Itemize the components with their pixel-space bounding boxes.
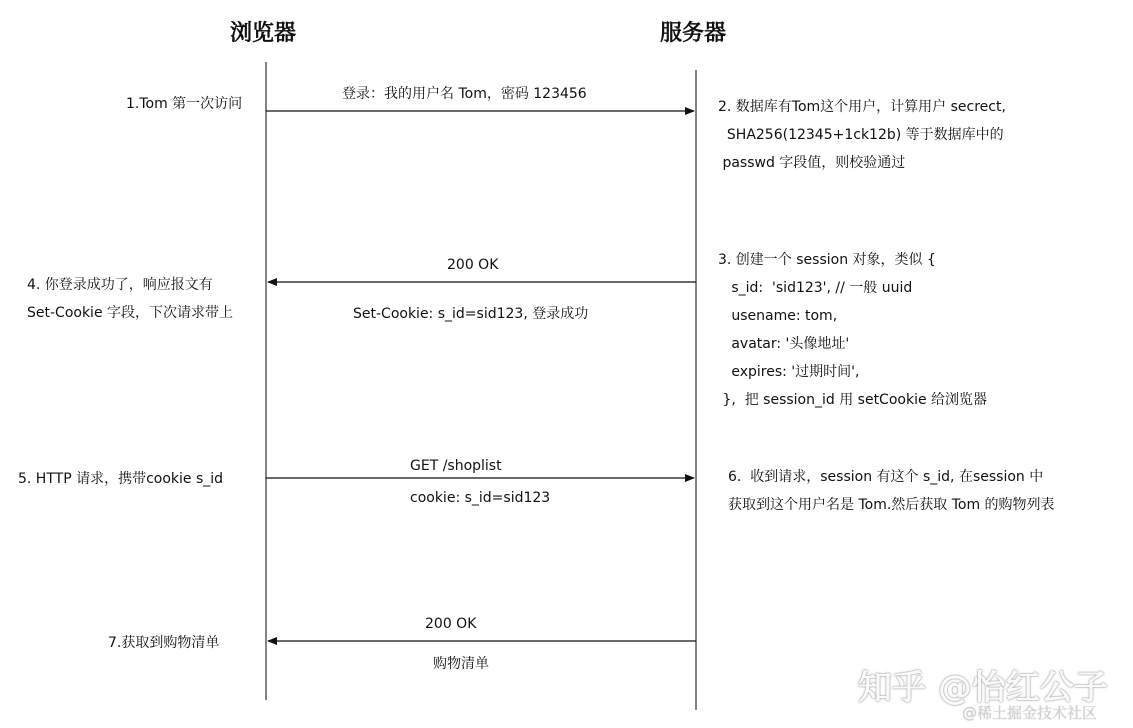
- browser-title: 浏览器: [230, 21, 297, 46]
- step-2-line-1: 2. 数据库有Tom这个用户，计算用户 secrect,: [718, 99, 1006, 115]
- step-3-line-6: }, 把 session_id 用 setCookie 给浏览器: [718, 392, 988, 408]
- login-response-header: Set-Cookie: s_id=sid123, 登录成功: [353, 306, 589, 322]
- step-5-label: 5. HTTP 请求，携带cookie s_id: [18, 471, 224, 487]
- shoplist-response-status: 200 OK: [425, 616, 477, 632]
- step-3-line-1: 3. 创建一个 session 对象，类似 {: [718, 252, 936, 268]
- step-1-label: 1.Tom 第一次访问: [126, 96, 243, 112]
- step-6-line-2: 获取到这个用户名是 Tom.然后获取 Tom 的购物列表: [728, 497, 1055, 513]
- step-7-label: 7.获取到购物清单: [108, 635, 220, 651]
- step-3-line-5: expires: '过期时间',: [718, 364, 860, 380]
- login-request-label: 登录：我的用户名 Tom，密码 123456: [342, 86, 587, 102]
- zhihu-watermark: 知乎 @怡红公子: [858, 668, 1108, 708]
- step-3-line-4: avatar: '头像地址': [718, 336, 850, 352]
- step-6-line-1: 6. 收到请求，session 有这个 s_id, 在session 中: [728, 469, 1044, 485]
- step-2-line-3: passwd 字段值，则校验通过: [718, 155, 906, 171]
- step-3-line-2: s_id: 'sid123', // 一般 uuid: [718, 280, 913, 296]
- server-title: 服务器: [660, 21, 727, 46]
- shoplist-request-cookie: cookie: s_id=sid123: [410, 490, 551, 506]
- step-4-line-2: Set-Cookie 字段，下次请求带上: [27, 305, 234, 321]
- shoplist-response-body: 购物清单: [433, 656, 489, 672]
- juejin-watermark: @稀土掘金技术社区: [962, 704, 1098, 722]
- step-2-line-2: SHA256(12345+1ck12b) 等于数据库中的: [718, 127, 1004, 143]
- login-response-status: 200 OK: [447, 257, 499, 273]
- step-3-line-3: usename: tom,: [718, 308, 838, 324]
- step-4-line-1: 4. 你登录成功了，响应报文有: [27, 277, 213, 293]
- shoplist-request-label: GET /shoplist: [410, 458, 502, 474]
